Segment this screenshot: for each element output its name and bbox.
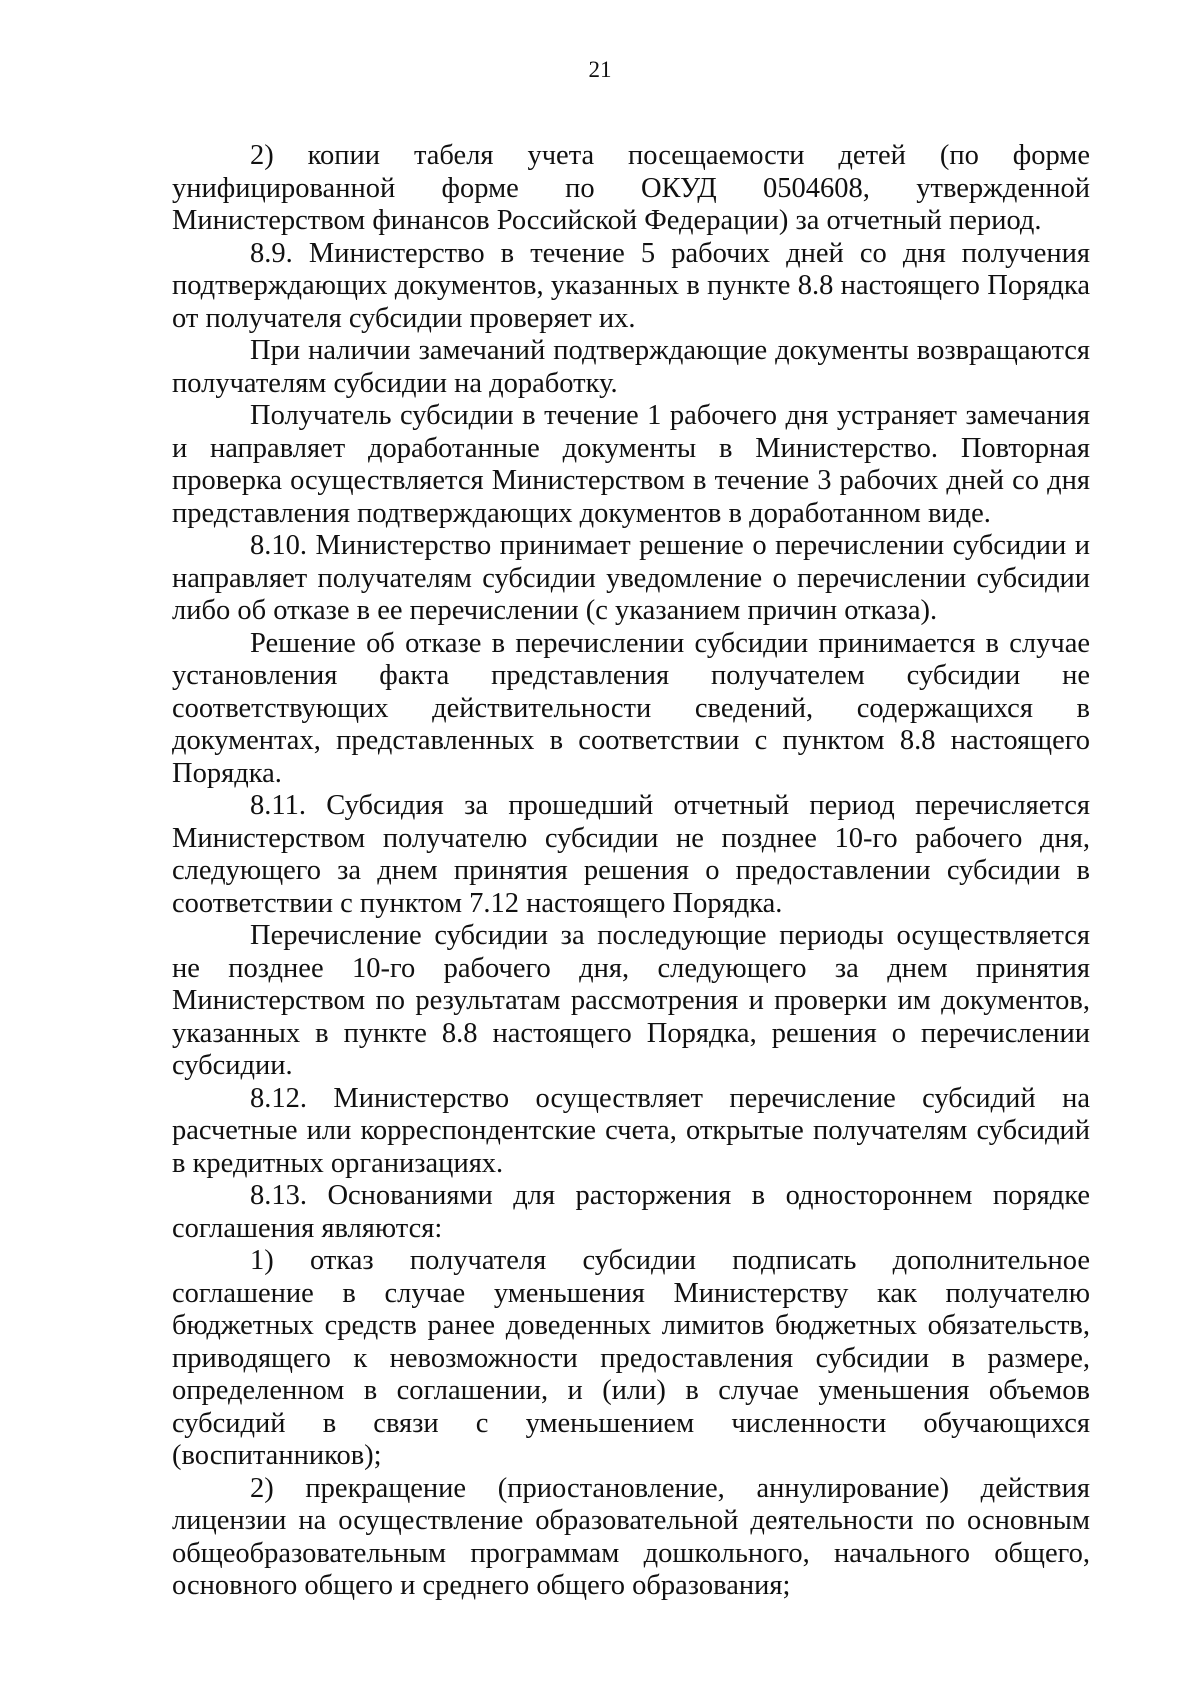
paragraph-8-12: 8.12. Министерство осуществляет перечисление субсидий на расчетные или корреспондентские счета, открытые получателям субсидий в кредитных организациях. — [172, 1082, 1090, 1179]
paragraph-8-9: 8.9. Министерство в течение 5 рабочих дней со дня получения подтверждающих документов, указанных в пункте 8.8 настоящего Порядка от получателя субсидии проверяет их. — [172, 237, 1090, 334]
paragraph-recipient-corrections: Получатель субсидии в течение 1 рабочего дня устраняет замечания и направляет доработанные документы в Министерство. Повторная проверка осуществляется Министерством в течение 3 рабочих дней со дня представления подтверждающих документов в доработанном виде. — [172, 400, 1090, 529]
document-body — [172, 140, 1090, 1603]
paragraph-item-1-refusal-to-sign: 1) отказ получателя субсидии подписать дополнительное соглашение в случае уменьшения Министерству как получателю бюджетных средств ранее доведенных лимитов бюджетных обязательств, приводящего к невозможности предоставления субсидии в размере, определенном в соглашении, и (или) в случае уменьшения объемов субсидий в связи с уменьшением численности обучающихся (воспитанников); — [172, 1245, 1090, 1471]
paragraph-8-11: 8.11. Субсидия за прошедший отчетный период перечисляется Министерством получателю субсидии не позднее 10-го рабочего дня, следующего за днем принятия решения о предоставлении субсидии в соответствии с пунктом 7.12 настоящего Порядка. — [172, 790, 1090, 919]
paragraph-subsequent-transfers: Перечисление субсидии за последующие периоды осуществляется не позднее 10-го рабочего дня, следующего за днем принятия Министерством по результатам рассмотрения и проверки им документов, указанных в пункте 8.8 настоящего Порядка, решения о перечислении субсидии. — [172, 920, 1090, 1081]
paragraph-item-2-timesheet-copies: 2) копии табеля учета посещаемости детей (по форме унифицированной форме по ОКУД 0504608, утвержденной Министерством финансов Российской Федерации) за отчетный период. — [172, 140, 1090, 236]
page-number: 21 — [588, 57, 612, 82]
paragraph-8-10: 8.10. Министерство принимает решение о перечислении субсидии и направляет получателям субсидии уведомление о перечислении субсидии либо об отказе в ее перечислении (с указанием причин отказа). — [172, 530, 1090, 626]
paragraph-refusal-decision: Решение об отказе в перечислении субсидии принимается в случае установления факта представления получателем субсидии не соответствующих действительности сведений, содержащихся в документах, представленных в соответствии с пунктом 8.8 настоящего Порядка. — [172, 627, 1090, 789]
paragraph-remarks-return: При наличии замечаний подтверждающие документы возвращаются получателям субсидии на доработку. — [172, 335, 1090, 399]
paragraph-8-13: 8.13. Основаниями для расторжения в одностороннем порядке соглашения являются: — [172, 1180, 1090, 1244]
paragraph-item-2-license-termination: 2) прекращение (приостановление, аннулирование) действия лицензии на осуществление образовательной деятельности по основным общеобразовательным программам дошкольного, начального общего, основного общего и среднего общего образования; — [172, 1472, 1090, 1601]
